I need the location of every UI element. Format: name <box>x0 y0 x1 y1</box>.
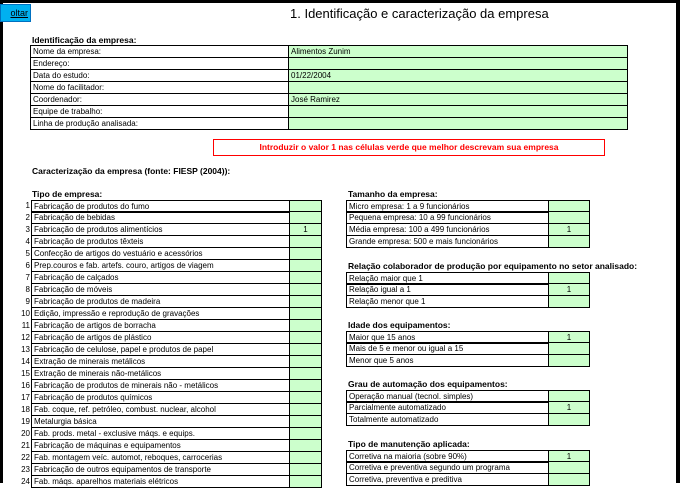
tamanho-value-cell[interactable] <box>548 235 590 248</box>
relacao-value-cell[interactable] <box>548 295 590 308</box>
tipo-empresa-label: Edição, impressão e reprodução de gravações <box>31 307 290 320</box>
automacao-label: Totalmente automatizado <box>346 413 549 426</box>
tipo-empresa-table <box>18 200 322 488</box>
row-number: 22 <box>21 453 30 462</box>
manutencao-label: Corretiva e preventiva segundo um programa <box>346 461 549 474</box>
tipo-empresa-label: Fabricação de móveis <box>31 283 290 296</box>
identification-row <box>31 118 628 130</box>
instruction-banner: Introduzir o valor 1 nas células verde que melhor descrevam sua empresa <box>213 139 605 156</box>
manutencao-value-cell[interactable] <box>548 473 590 486</box>
tipo-empresa-title: Tipo de empresa: <box>32 189 103 199</box>
idade-title: Idade dos equipamentos: <box>348 320 451 330</box>
tipo-empresa-label: Fabricação de celulose, papel e produtos de papel <box>31 343 290 356</box>
row-number: 13 <box>21 345 30 354</box>
automacao-title: Grau de automação dos equipamentos: <box>348 379 508 389</box>
identification-row <box>31 82 628 94</box>
automacao-row <box>346 414 590 426</box>
tipo-empresa-label: Fab. prods. metal - exclusive máqs. e equips. <box>31 427 290 440</box>
row-number: 11 <box>21 321 30 330</box>
automacao-label: Operação manual (tecnol. simples) <box>346 390 549 403</box>
identification-label: Data do estudo: <box>31 70 289 82</box>
tipo-empresa-label: Extração de minerais não-metálicos <box>31 367 290 380</box>
identification-row <box>31 46 628 58</box>
identification-label: Linha de produção analisada: <box>31 118 289 130</box>
tipo-empresa-label: Fabricação de produtos do fumo <box>31 200 290 213</box>
relacao-label: Relação menor que 1 <box>346 295 549 308</box>
window-left-border <box>0 0 3 483</box>
tipo-empresa-label: Fabricação de máquinas e equipamentos <box>31 439 290 452</box>
idade-table <box>346 331 590 367</box>
tamanho-label: Micro empresa: 1 a 9 funcionários <box>346 200 549 213</box>
idade-label: Maior que 15 anos <box>346 331 549 344</box>
idade-value-cell[interactable]: 1 <box>548 331 590 344</box>
identification-value-cell[interactable] <box>289 58 628 70</box>
tamanho-row <box>346 236 590 248</box>
row-number: 17 <box>21 393 30 402</box>
back-button[interactable]: oltar <box>0 4 31 22</box>
tipo-empresa-label: Fabricação de artigos de borracha <box>31 319 290 332</box>
row-number: 12 <box>21 333 30 342</box>
tipo-empresa-label: Confecção de artigos do vestuário e acessórios <box>31 247 290 260</box>
identification-value-cell[interactable]: 01/22/2004 <box>289 70 628 82</box>
tamanho-label: Grande empresa: 500 e mais funcionários <box>346 235 549 248</box>
idade-label: Mais de 5 e menor ou igual a 15 <box>346 342 549 355</box>
idade-value-cell[interactable] <box>548 354 590 367</box>
row-number: 5 <box>25 249 30 258</box>
row-number: 7 <box>25 273 30 282</box>
tipo-empresa-label: Fabricação de produtos de madeira <box>31 295 290 308</box>
row-number: 6 <box>25 261 30 270</box>
manutencao-row <box>346 474 590 486</box>
identification-label: Coordenador: <box>31 94 289 106</box>
tipo-empresa-label: Fabricação de artigos de plástico <box>31 331 290 344</box>
automacao-table <box>346 390 590 426</box>
row-number: 20 <box>21 429 30 438</box>
tamanho-label: Pequena empresa: 10 a 99 funcionários <box>346 211 549 224</box>
row-number: 9 <box>25 297 30 306</box>
row-number: 24 <box>21 477 30 486</box>
tipo-empresa-label: Fabricação de calçados <box>31 271 290 284</box>
automacao-label: Parcialmente automatizado <box>346 401 549 414</box>
manutencao-label: Corretiva na maioria (sobre 90%) <box>346 450 549 463</box>
identification-value-cell[interactable] <box>289 82 628 94</box>
tipo-empresa-label: Fab. máqs. aparelhos materiais elétricos <box>31 475 290 488</box>
tipo-empresa-label: Fabricação de bebidas <box>31 211 290 224</box>
manutencao-title: Tipo de manutenção aplicada: <box>348 439 470 449</box>
row-number: 18 <box>21 405 30 414</box>
relacao-table <box>346 272 590 308</box>
tipo-empresa-label: Fab. coque, ref. petróleo, combust. nuclear, alcohol <box>31 403 290 416</box>
tipo-empresa-label: Fabricação de produtos alimentícios <box>31 223 290 236</box>
identification-row <box>31 58 628 70</box>
window-right-border <box>676 0 680 483</box>
identification-value-cell[interactable]: José Ramirez <box>289 94 628 106</box>
relacao-value-cell[interactable]: 1 <box>548 283 590 296</box>
tipo-empresa-label: Fabricação de produtos de minerais não - metálicos <box>31 379 290 392</box>
tipo-empresa-label: Fabricação de outros equipamentos de transporte <box>31 463 290 476</box>
identification-table <box>30 45 628 130</box>
identification-row <box>31 70 628 82</box>
row-number: 2 <box>25 213 30 222</box>
page-title: 1. Identificação e caracterização da empresa <box>290 6 549 21</box>
row-number: 21 <box>21 441 30 450</box>
identification-label: Nome do facilitador: <box>31 82 289 94</box>
tipo-empresa-label: Fabricação de produtos químicos <box>31 391 290 404</box>
manutencao-value-cell[interactable]: 1 <box>548 450 590 463</box>
identification-label: Nome da empresa: <box>31 46 289 58</box>
tipo-empresa-label: Metalurgia básica <box>31 415 290 428</box>
identification-label: Endereço: <box>31 58 289 70</box>
tipo-empresa-label: Prep.couros e fab. artefs. couro, artigos de viagem <box>31 259 290 272</box>
tipo-empresa-label: Extração de minerais metálicos <box>31 355 290 368</box>
tamanho-table <box>346 200 590 248</box>
manutencao-table <box>346 450 590 486</box>
identification-row <box>31 106 628 118</box>
row-number: 8 <box>25 285 30 294</box>
tamanho-label: Média empresa: 100 a 499 funcionários <box>346 223 549 236</box>
identification-title: Identificação da empresa: <box>32 35 137 45</box>
row-number: 23 <box>21 465 30 474</box>
manutencao-label: Corretiva, preventiva e preditiva <box>346 473 549 486</box>
identification-value-cell[interactable] <box>289 106 628 118</box>
idade-row <box>346 355 590 367</box>
tamanho-title: Tamanho da empresa: <box>348 189 438 199</box>
relacao-label: Relação maior que 1 <box>346 272 549 285</box>
tamanho-value-cell[interactable]: 1 <box>548 223 590 236</box>
identification-value-cell[interactable] <box>289 118 628 130</box>
row-number: 3 <box>25 225 30 234</box>
relacao-row <box>346 296 590 308</box>
row-number: 10 <box>21 309 30 318</box>
row-number: 19 <box>21 417 30 426</box>
tipo-empresa-row <box>18 476 322 488</box>
automacao-value-cell[interactable] <box>548 413 590 426</box>
row-number: 4 <box>25 237 30 246</box>
row-number: 14 <box>21 357 30 366</box>
identification-label: Equipe de trabalho: <box>31 106 289 118</box>
identification-value-cell[interactable]: Alimentos Zunim <box>289 46 628 58</box>
relacao-title: Relação colaborador de produção por equipamento no setor analisado: <box>348 261 638 271</box>
tipo-empresa-label: Fabricação de produtos têxteis <box>31 235 290 248</box>
characterization-title: Caracterização da empresa (fonte: FIESP (2004)): <box>32 166 231 176</box>
tipo-empresa-label: Fab. montagem veíc. automot, reboques, carrocerias <box>31 451 290 464</box>
tipo-empresa-value-cell[interactable] <box>289 475 322 488</box>
row-number: 16 <box>21 381 30 390</box>
window-top-border <box>0 0 680 3</box>
automacao-value-cell[interactable]: 1 <box>548 401 590 414</box>
tipo-empresa-value-cell[interactable]: 1 <box>289 223 322 236</box>
relacao-label: Relação igual a 1 <box>346 283 549 296</box>
identification-row <box>31 94 628 106</box>
row-number: 15 <box>21 369 30 378</box>
idade-label: Menor que 5 anos <box>346 354 549 367</box>
row-number: 1 <box>25 201 30 210</box>
